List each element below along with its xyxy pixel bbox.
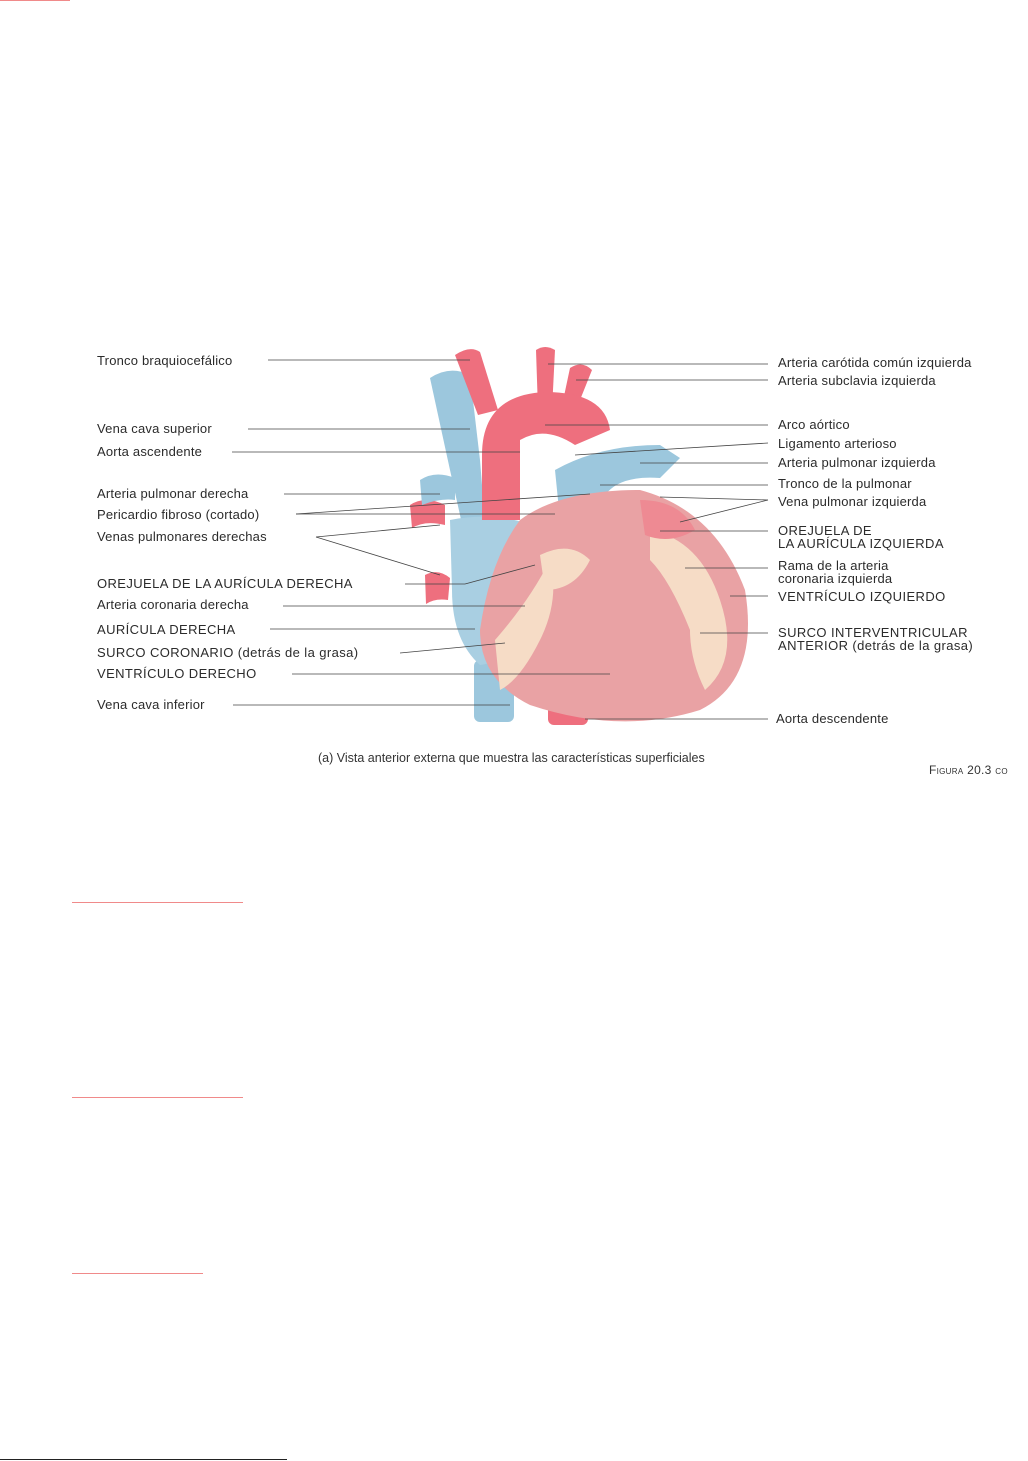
label-anterior-interventricular-sulcus-line2: ANTERIOR (detrás de la grasa) [778,638,974,653]
label-inferior-vena-cava: Vena cava inferior [97,697,205,712]
left-auricle-shape [640,500,695,539]
figure-caption: (a) Vista anterior externa que muestra las características superficiales [318,751,705,765]
label-fibrous-pericardium: Pericardio fibroso (cortado) [97,507,260,522]
label-left-common-carotid: Arteria carótida común izquierda [778,355,972,370]
label-left-auricle-line1: OREJUELA DE [778,523,872,538]
right-pulmonary-vein-lower-shape [425,572,450,604]
label-brachiocephalic-trunk: Tronco braquiocefálico [97,353,233,368]
label-right-pulmonary-artery: Arteria pulmonar derecha [97,486,249,501]
label-left-pulmonary-vein: Vena pulmonar izquierda [778,494,927,509]
label-superior-vena-cava: Vena cava superior [97,421,212,436]
section-rule-2 [72,1097,243,1098]
label-anterior-interventricular-sulcus-line1: SURCO INTERVENTRICULAR [778,625,968,640]
label-right-atrium: AURÍCULA DERECHA [97,622,236,637]
label-coronary-sulcus: SURCO CORONARIO (detrás de la grasa) [97,645,359,660]
label-right-pulmonary-veins: Venas pulmonares derechas [97,529,267,544]
label-left-auricle-line2: LA AURÍCULA IZQUIERDA [778,536,944,551]
label-aortic-arch: Arco aórtico [778,417,850,432]
label-ascending-aorta: Aorta ascendente [97,444,203,459]
section-rule-3 [72,1273,203,1274]
figure-number: Figura 20.3 co [929,763,1008,777]
label-right-ventricle: VENTRÍCULO DERECHO [97,666,257,681]
label-pulmonary-trunk: Tronco de la pulmonar [778,476,912,491]
label-left-ventricle: VENTRÍCULO IZQUIERDO [778,589,946,604]
label-descending-aorta: Aorta descendente [776,711,889,726]
label-right-coronary-artery: Arteria coronaria derecha [97,597,249,612]
label-left-subclavian: Arteria subclavia izquierda [778,373,936,388]
label-right-auricle: OREJUELA DE LA AURÍCULA DERECHA [97,576,353,591]
right-pulmonary-artery-shape [420,474,455,505]
section-rule-1 [72,902,243,903]
label-left-pulmonary-artery: Arteria pulmonar izquierda [778,455,936,470]
footnote-rule [0,1459,287,1460]
label-left-coronary-branch-line2: coronaria izquierda [778,571,893,586]
label-left-coronary-branch-line1: Rama de la arteria [778,558,889,573]
label-ligamentum-arteriosum: Ligamento arterioso [778,436,897,451]
